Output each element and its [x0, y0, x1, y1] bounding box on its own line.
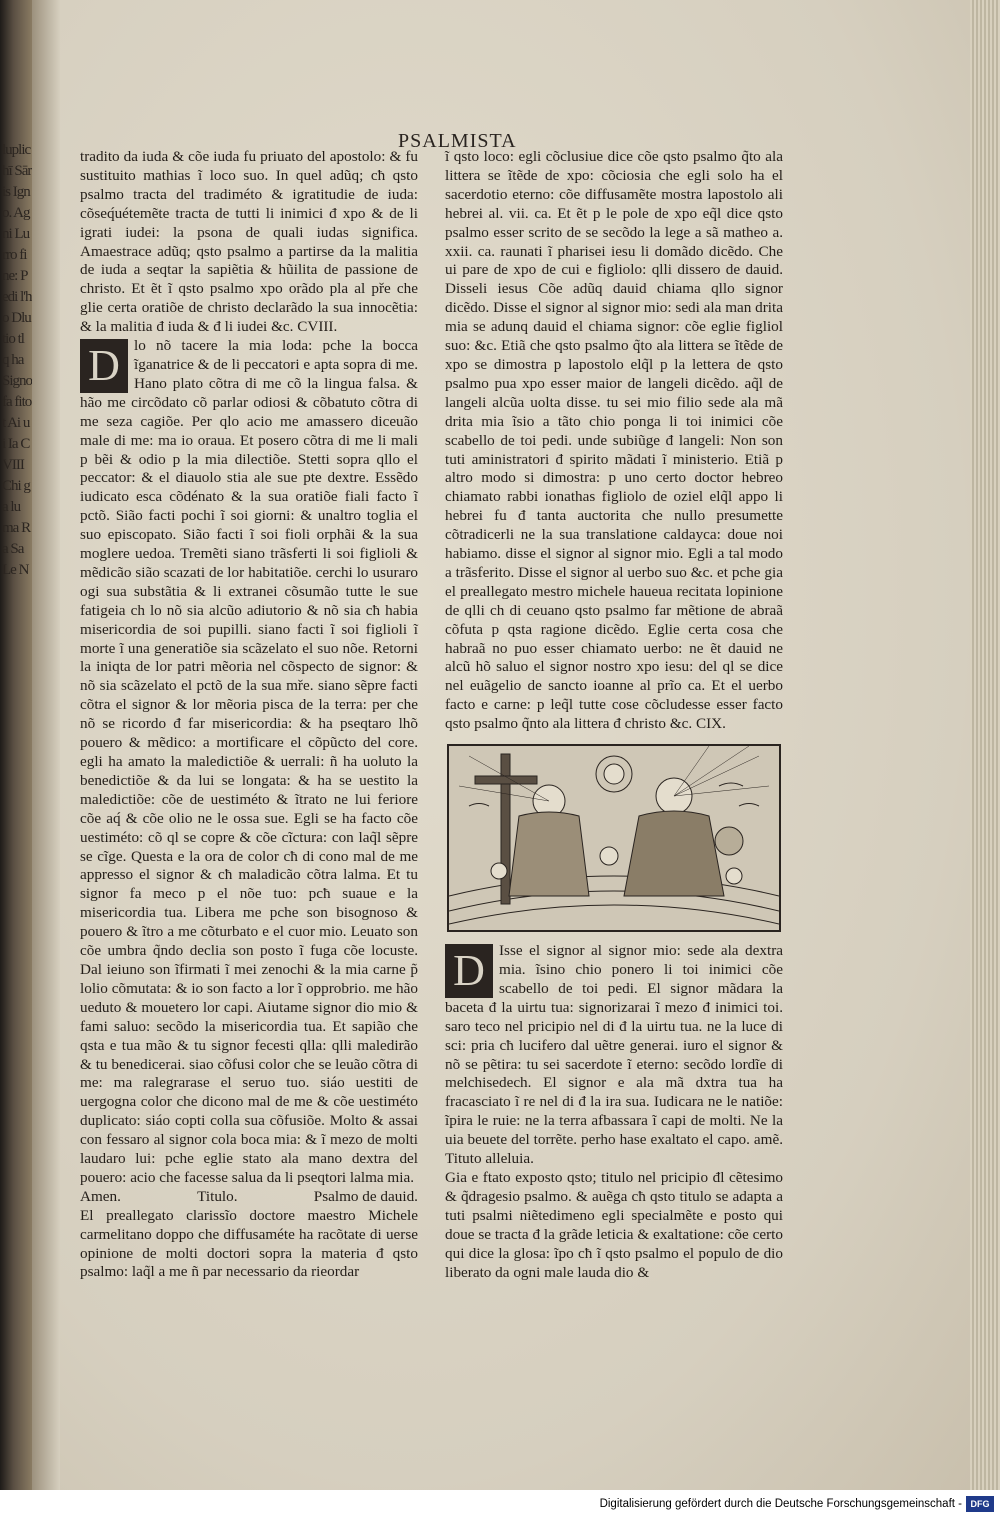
running-head: PSALMISTA: [398, 130, 517, 152]
digitization-footer: [0, 1490, 1000, 1520]
left-paragraph-3: El preallegato clarissĩo doctore maestro Michele carmelitano doppo che diffusaméte ha racõtate di uerse opinione de molti doctori sopra la materia đ qsto psalmo: laq̃l a me ñ par necessario da rieordar: [80, 1206, 418, 1281]
right-column: [445, 148, 783, 1282]
facing-page-margin-text: luplichī Sāris Igno. Agni Lurro fine: Pedi l'ho Dlutio tl q ha Signo fa fito t Ai ui Ia CVIII Chi ga lu ma Ra Sa Le N: [2, 142, 32, 578]
psalm-title: Psalmo de dauid.: [313, 1187, 418, 1205]
woodcut-image: [449, 746, 779, 930]
book-page: [32, 0, 970, 1490]
woodcut-illustration: [447, 744, 781, 932]
right-paragraph-3: Gia e ftato exposto qsto; titulo nel pricipio đl cẽtesimo & q̃dragesio psalmo. & auẽga cħ qsto titulo se adapta a tuti psalmi niẽtedimeno egli specialmẽte e posto qui doue se tracta đ la grãde leticia & exaltatione: cõe certo qui dice la glosa: ĩpo cħ ĩ qsto psalmo el populo de dio liberato da ogni male lauda dio &: [445, 1168, 783, 1281]
book-edge-left: [0, 0, 34, 1490]
titulo-label: Titulo.: [197, 1187, 238, 1205]
left-paragraph-1: tradito da iuda & cõe iuda fu priuato del apostolo: & fu sustituito mathias ĩ loco suo. In quel adũq; cħ qsto psalmo tracta del tradiméto & igratitudie de iuda: cõseq́uétemẽte tracta de tutti li inimici đ xpo & de li igrati iudei: la psona de quali iudas significa. Amaestrace adũq; qsto psalmo a partirse da la malitia de iuda a seqtar la sapiẽtia & hũilita de passione de christo. Et ẽt ĩ qsto psalmo xpo orãdo pla al pře che glie certa oratiõe de christo declarãdo la sua innocẽtia: & la malitia đ iuda & đ li iudei &c. CVIII.: [80, 148, 418, 336]
title-line: [80, 1188, 418, 1207]
psalm-number: CIX.: [695, 715, 726, 733]
footer-credit: Digitalisierung gefördert durch die Deutsche Forschungsgemeinschaft -: [599, 1498, 962, 1510]
right-paragraph-2: [445, 942, 783, 1169]
amen-label: Amen.: [80, 1187, 121, 1205]
left-paragraph-2: [80, 337, 418, 1188]
dropcap-d-right: D: [445, 944, 493, 998]
page-gutter: [32, 0, 60, 1490]
psalm-108-text: lo nõ tacere la mia loda: pche la bocca ĩganatrice & de li peccatori e apta sopra di me. Hano plato cõtra di me cõ la lingua falsa. & hão me circõdato cõ parlar odiosi & cõbatuto cõtra di me seza cagiõe. Per qlo acio me amassero diceuão male di me: ma io oraua. Et posero cõtra di me li mali p bẽi & odio p la mia dilectiõe. Stetti sopra qllo el peccator: & el diauolo stia ale sue pte dextre. Essẽdo iudicato esca cõdénato & la sua oratiõe fiali facto ĩ pctõ. Sião facti pochi ĩ soi giorni: & unaltro toglia el suo episcopato. Sião facti ĩ soi fioli orphãi & la sua moglere uedoa. Tremẽti siano trãsferti li soi figlioli & mẽdicão sião scazati de lor habitatiõe. cerchi lo usuraro ogi sua substãtia & li extranei cõsumão tutte le sue fatigeia ch lo nõ sia alcũo adiutorio & nõ sia cħ habia misericordia de soi pupilli. siano facti ĩ soi figlioli ĩ morte ĩ una generatiõe sia scãzelato el suo nõe. Retorni la iniqta de lor patri mẽoria nel cõspecto de signor: & nõ sia scãzelato el pctõ de la sua mře. siano sẽpre facti cõtra el signor & lor mẽoria pisca de la terra: per che nõ se ricordo đ far misericordia: & ha pseqtaro lhõ pouero & mẽdico: a mortificare el cõpũcto del core. egli ha amato la maledictiõe & uerrali: ñ ha uoluto la benedictiõe & da lui se longata: & ha se uestito la maledictiõe: cõe de uestiméto & ĩtrato ne lui feriore cõe aq́ & cõe olio ne le ossa sue. Egli se ha facto cõe uestiméto: cõ ql se copre & cõe cĩctura: con laq̃l sẽpre se cĩge. Questa e la ora de color cħ di cono mal de me appresso el signor & cħ maladicão cõtra lalma. Et tu signor fa meco p el nõe tuo: pcħ suaue e la misericordia tua. Libera me pche son bisognoso & pouero & ĩtro a me cõturbato e el cuor mio. Leuato son cõe umbra q̃ndo declia son posto ĩ fuga cõe locuste. Dal ieiuno son ĩfirmati ĩ mei zenochi & la mia carne p̃ lolio cõmutata: & io son facto a lor ĩ opprobrio. me hão ueduto & mouetero lor capi. Aiutame signor dio mio & fami saluo: secõdo la misericordia tua. Et sapião che qsta e tua mão & tu signor fecesti qlla: qlli maledirão & tu benedicerai. siao cõfusi color che se leuão cõtra di me: ma ralegrarase el seruo tuo. siáo uestiti de uergogna color che dicono mal de me & cõe uestiméto duplicato: siáo copti colla sua cõfusiõe. Molto & assai con fessaro al signor cola boca mia: & ĩ mezo de molti laudaro lui: pche eglie stato ala mano dextra del pouero: acio che facesse salua da li pseqtori lalma mia.: [80, 337, 418, 1186]
left-column: [80, 148, 418, 1282]
book-edge-right: [966, 0, 1000, 1490]
psalm-109-text: Isse el signor al signor mio: sede ala dextra mia. ĩsino chio ponero li toi inimici cõe scabello de toi pedi. El signor mãdara la baceta đ la uirtu tua: signorizarai ĩ mezo đ inimici toi. saro teco nel pricipio nel di đ la uirtu tua. ne la luce di sci: pria cħ lucifero dal uẽtre generai. iuro el signor & nõ se pẽtira: tu sei sacerdote ĩ eterno: secõdo lordĩe di melchisedech. El signor e ala mã dxtra tua ha fracasciato ĩ re nel di đ la ira sua. Iudicara ne le natiõe: ĩpira le ruie: ne la terra afbassara ĩ capi de molti. Ne la uia beuete del torrẽte. perho hase exaltato el capo. amẽ. Tituto alleluia.: [445, 942, 783, 1168]
dropcap-d-left: D: [80, 339, 128, 393]
right-paragraph-1: ĩ qsto loco: egli cõclusiue dice cõe qsto psalmo q̃to ala littera se ĩtẽde de xpo: cõciosia che egli solo ha el sacerdotio eterno: cõe diffusamẽte mostra lapostolo ali hebrei al. vii. ca. Et ẽt p le pole de xpo eq̃l dice qsto psalmo esser scrito de se secõdo la lege a sã matheo a. xxii. ca. raunati ĩ pharisei iesu li domãdo dicẽdo. Che ui pare de xpo de cui e figliolo: qlli dissero de dauid. Disseli iesus Cõe adũq dauid chiama qllo signor dicẽdo. Disse el signor al signor mio: sedi ala man drita mia se adunq dauid el chiama signor: cõe eglie figliol suo: &c. Etiã che qsto psalmo q̃to ala littera se ĩtẽde de xpo se dimostra p lapostolo elq̃l p la lettera de qsto psalmo pua xpo esser maior de langeli dicẽdo. aq̃l de langeli alcũa uolta disse. tu sei mio filio sede ala mã drita mia ĩsio a tãto chio ponga li toi inimici cõe scabello de toi pedi. unde subiũge đ langeli: Non son tuti aministratori đ spirito mãdati ĩ ministerio. Etiã p altro modo si dimostra: p uno certo doctor hebreo chiamato rabbi ionathas figliolo de oziel elq̃l appo li hebrei fu đ tanta auctorita che nullo presumette cõtradicerli ne la sua translatione caldayca: doue noi habiamo. disse el signor al signor mio. Egli a tal modo a trãsferito. Disse el signor al uerbo suo &c. et pche gia el preallegato mestro michele haueua recitata lopinione de qlli ch di ceuano qsto psalmo far mẽtione de abraã cõfuta p qsta ragione dicẽdo. Eglie certa cosa che habraã no puo esser chiamato uerbo: ne ẽt dauid ne alcũ hõ saluo el signor nostro xpo iesu: del ql se dice nel euãgelio de sancto ioanne al prĩo ca. Et el uerbo facto e carne: p leq̃l tutte cose cõcludesse esser facto qsto psalmo q̃nto ala littera đ christo &c. CIX.: [445, 148, 783, 733]
dfg-logo-icon: DFG: [966, 1496, 994, 1512]
